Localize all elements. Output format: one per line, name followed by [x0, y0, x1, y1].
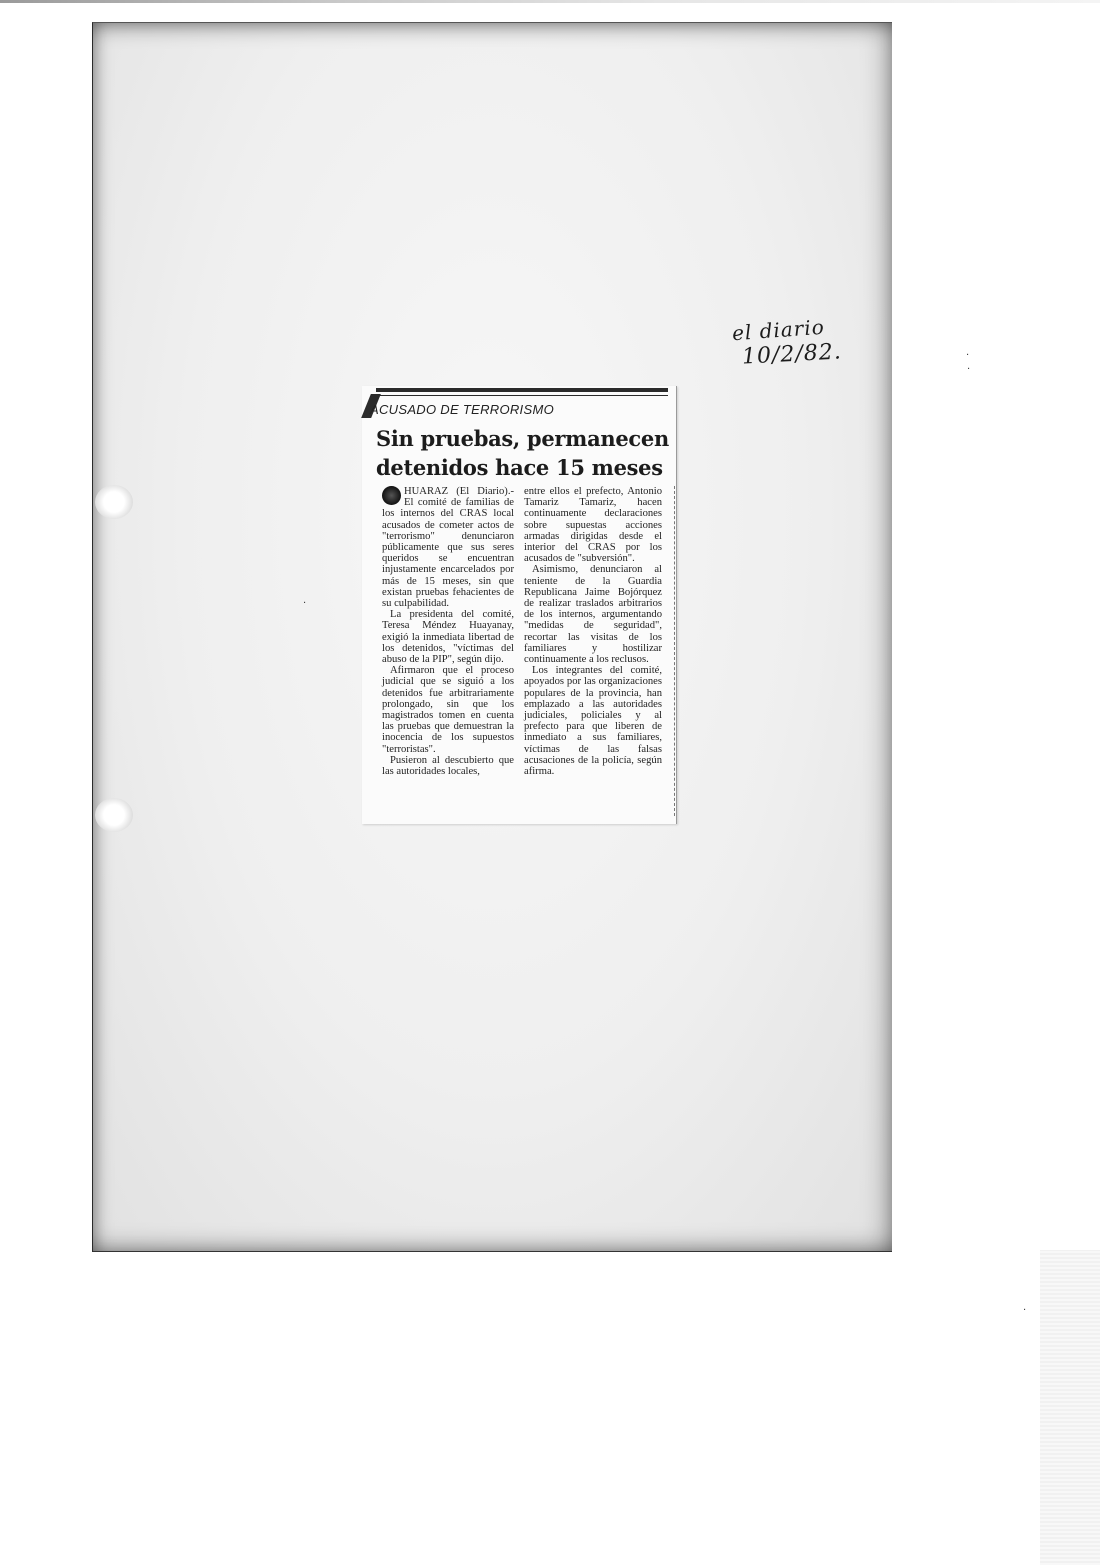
article-paragraph: Afirmaron que el proceso judicial que se siguió a los detenidos fue arbitrariamente prolongado, sin que los magistrados tomen en cuenta las pruebas que demuestran la inocencia de los supuestos "terroristas". [382, 665, 514, 755]
scan-top-edge [0, 0, 1100, 3]
kicker-rule [376, 388, 668, 392]
article-paragraph: entre ellos el prefecto, Antonio Tamariz Tamariz, hacen continuamente declaraciones sobre supuestas acciones armadas dirigidas desde el interior del CRAS por los acusados de "subversión". [524, 486, 662, 565]
article-column-right [524, 486, 662, 777]
article-paragraph: Los integrantes del comité, apoyados por las organizaciones populares de la provincia, han emplazado a las autoridades judiciales, policiales y al prefecto para que liberen de inmediato a sus familiares, víctimas de las falsas acusaciones de la policía, según afirma. [524, 665, 662, 778]
kicker-rule-thin [376, 395, 668, 396]
scan-speck: · [966, 350, 970, 361]
paragraph-bullet-icon [382, 486, 401, 505]
punch-hole-lower [95, 798, 133, 832]
clipping-cut-edge [674, 486, 676, 816]
handwritten-source-note: el diario [731, 314, 826, 346]
scan-speck: · [303, 598, 307, 609]
newspaper-clipping [362, 386, 677, 824]
article-headline: Sin pruebas, permanecen detenidos hace 15 meses [376, 426, 669, 480]
scan-speck: · [1023, 1305, 1027, 1316]
article-column-left [382, 486, 514, 777]
article-kicker: ACUSADO DE TERRORISMO [370, 402, 554, 417]
scan-speck: · [967, 364, 971, 375]
punch-hole-upper [95, 485, 133, 519]
article-paragraph: Asimismo, denunciaron al teniente de la Guardia Republicana Jaime Bojórquez de realizar traslados arbitrarios de los internos, argumentando "medidas de seguridad", recortar las visitas de los familiares y hostilizar continuamente a los reclusos. [524, 564, 662, 666]
scan-edge-artifact [1040, 1250, 1100, 1565]
article-paragraph: HUARAZ (El Diario).- El comité de familias de los internos del CRAS local acusados de cometer actos de "terrorismo" denunciaron públicamente que sus seres queridos se encuentran injustamente encarcelados por más de 15 meses, sin que existan pruebas fehacientes de su culpabilidad. [382, 486, 514, 610]
article-paragraph: Pusieron al descubierto que las autoridades locales, [382, 754, 514, 778]
handwritten-date-note: 10/2/82. [741, 339, 843, 370]
article-paragraph: La presidenta del comité, Teresa Méndez Huayanay, exigió la inmediata libertad de los detenidos, "víctimas del abuso de la PIP", según dijo. [382, 609, 514, 666]
